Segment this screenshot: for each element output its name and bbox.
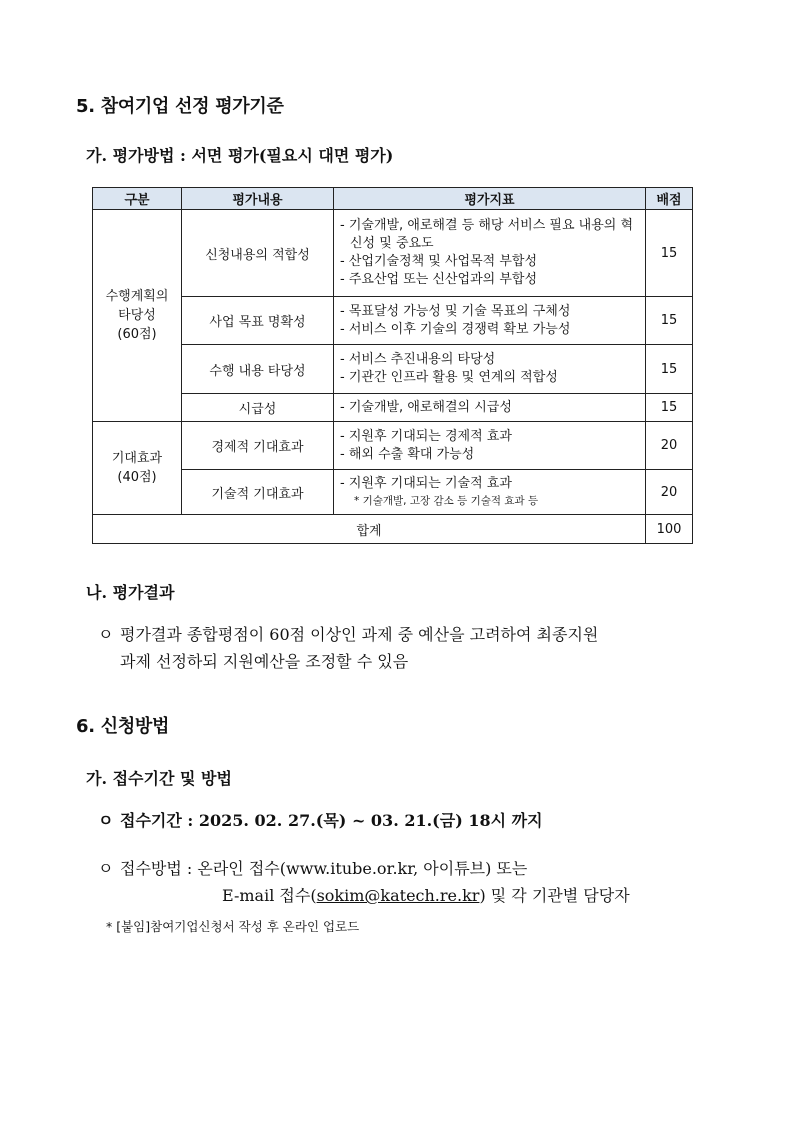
table-row [93,394,693,422]
group-plan-validity: 수행계획의 타당성 (60점) [93,210,182,422]
application-period [98,807,543,834]
row-content: 신청내용의 적합성 [182,210,334,297]
row-indicators [334,422,646,470]
method-line-2 [98,882,698,909]
row-content: 기술적 기대효과 [182,470,334,515]
indicator-item: - 서비스 추진내용의 타당성 [340,352,496,367]
indicator-note: * 기술개발, 고장 감소 등 기술적 효과 등 [354,495,539,507]
evaluation-criteria-table [92,187,693,544]
row-score: 15 [646,210,693,297]
indicator-item: - 기술개발, 애로해결 등 해당 서비스 필요 내용의 혁신성 및 중요도 [340,218,634,251]
table-row [93,470,693,515]
indicator-item: - 목표달성 가능성 및 기술 목표의 구체성 [340,303,571,319]
bullet-icon: ㅇ [98,859,114,878]
row-score: 15 [646,394,693,422]
indicator-item: - 해외 수출 확대 가능성 [340,446,475,462]
indicator-item: - 서비스 이후 기술의 경쟁력 확보 가능성 [340,321,571,337]
table-row [93,210,693,297]
indicator-item: - 지원후 기대되는 기술적 효과 [340,476,512,491]
table-header-row [93,188,693,210]
total-label: 합계 [93,515,646,544]
result-line-2: 과제 선정하되 지원예산을 조정할 수 있음 [120,652,409,671]
row-content: 수행 내용 타당성 [182,345,334,394]
indicator-item: - 기관간 인프라 활용 및 연계의 적합성 [340,370,558,385]
header-indicator: 평가지표 [334,188,646,210]
table-row [93,422,693,470]
method-line-1: 접수방법 : 온라인 접수(www.itube.or.kr, 아이튜브) 또는 [120,859,528,878]
method-line-2-post: ) 및 각 기관별 담당자 [479,886,630,905]
period-method-heading: 가. 접수기간 및 방법 [86,769,232,788]
row-indicators [334,210,646,297]
indicator-item: - 기술개발, 애로해결의 시급성 [340,399,512,415]
indicator-item: - 산업기술정책 및 사업목적 부합성 [340,254,538,269]
application-method [98,855,698,909]
period-text: 접수기간 : 2025. 02. 27.(목) ~ 03. 21.(금) 18시 까지 [120,811,543,830]
eval-method-heading: 가. 평가방법 : 서면 평가(필요시 대면 평가) [86,146,394,165]
bullet-icon: ㅇ [98,811,114,830]
header-content: 평가내용 [182,188,334,210]
header-category: 구분 [93,188,182,210]
section6-title: 6. 신청방법 [76,716,170,737]
section5-title: 5. 참여기업 선정 평가기준 [76,96,284,117]
footnote: * [붙임]참여기업신청서 작성 후 온라인 업로드 [106,919,360,934]
result-line-1: 평가결과 종합평점이 60점 이상인 과제 중 예산을 고려하여 최종지원 [120,625,599,644]
row-content: 시급성 [182,394,334,422]
indicator-item: - 주요산업 또는 신산업과의 부합성 [340,272,538,287]
row-indicators [334,297,646,345]
row-indicators [334,394,646,422]
method-line-2-pre: E-mail 접수( [222,886,317,905]
table-row [93,297,693,345]
row-content: 경제적 기대효과 [182,422,334,470]
bullet-icon: ㅇ [98,625,114,644]
row-indicators [334,345,646,394]
email-link[interactable]: sokim@katech.re.kr [316,886,480,905]
eval-result-heading: 나. 평가결과 [86,583,175,602]
table-row [93,345,693,394]
group-expected-effect: 기대효과 (40점) [93,422,182,515]
row-score: 15 [646,345,693,394]
row-score: 20 [646,470,693,515]
total-score: 100 [646,515,693,544]
row-content: 사업 목표 명확성 [182,297,334,345]
eval-result-text [98,621,718,675]
table-total-row [93,515,693,544]
row-score: 20 [646,422,693,470]
row-score: 15 [646,297,693,345]
row-indicators [334,470,646,515]
indicator-item: - 지원후 기대되는 경제적 효과 [340,428,512,444]
header-score: 배점 [646,188,693,210]
